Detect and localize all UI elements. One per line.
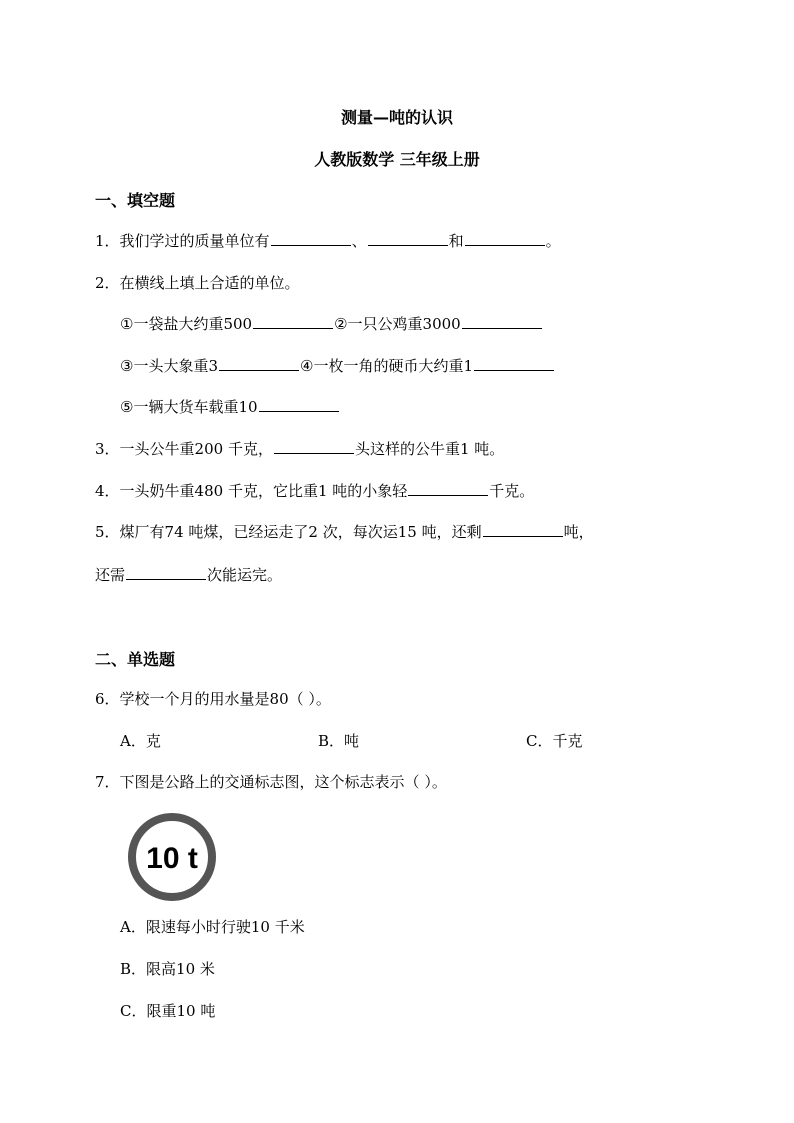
- separator: 和: [448, 232, 464, 250]
- question-number: 4．: [95, 482, 120, 500]
- question-3: [95, 439, 504, 459]
- question-2-row-3: [120, 397, 340, 417]
- item-mark: ①: [120, 315, 134, 333]
- answer-blank[interactable]: [274, 439, 354, 454]
- sign-text: 10 t: [146, 842, 198, 875]
- question-2-row-2: [120, 356, 555, 376]
- question-text: 还需: [95, 566, 126, 584]
- question-text: 一头公牛重200 千克，: [119, 440, 273, 458]
- item-text: 一辆大货车载重10: [133, 398, 258, 416]
- page-title: 测量—吨的认识: [340, 108, 453, 127]
- question-text: 头这样的公牛重1 吨。: [354, 440, 505, 458]
- answer-blank[interactable]: [219, 356, 299, 371]
- item-mark: ⑤: [120, 398, 134, 416]
- question-end: 。: [545, 232, 561, 250]
- question-number: 1．: [95, 232, 120, 250]
- question-text: 我们学过的质量单位有: [119, 232, 270, 250]
- question-1: [95, 231, 561, 251]
- question-text: 在横线上填上合适的单位。: [119, 274, 300, 292]
- option-b[interactable]: B．吨: [318, 732, 360, 750]
- answer-blank[interactable]: [368, 231, 448, 246]
- question-number: 6．: [95, 690, 120, 708]
- question-2: [95, 273, 300, 293]
- question-text: 下图是公路上的交通标志图，这个标志表示（ ）。: [119, 773, 447, 791]
- question-5-line-2: [95, 565, 282, 585]
- answer-blank[interactable]: [126, 565, 206, 580]
- option-a[interactable]: A．限速每小时行驶10 千米: [120, 918, 305, 936]
- separator: 、: [351, 232, 367, 250]
- answer-blank[interactable]: [271, 231, 351, 246]
- question-text: 煤厂有74 吨煤，已经运走了2 次，每次运15 吨，还剩: [119, 523, 482, 541]
- answer-blank[interactable]: [474, 356, 554, 371]
- question-number: 2．: [95, 274, 120, 292]
- question-5-line-1: [95, 522, 594, 542]
- answer-blank[interactable]: [253, 314, 333, 329]
- answer-blank[interactable]: [462, 314, 542, 329]
- question-text: 千克。: [489, 482, 535, 500]
- question-text: 次能运完。: [207, 566, 283, 584]
- section-heading-fill-blank: 一、填空题: [95, 191, 176, 210]
- item-text: 一枚一角的硬币大约重1: [313, 357, 473, 375]
- answer-blank[interactable]: [483, 522, 563, 537]
- question-text: 一头奶牛重480 千克，它比重1 吨的小象轻: [119, 482, 408, 500]
- answer-blank[interactable]: [408, 481, 488, 496]
- question-7: [95, 772, 447, 792]
- question-text: 学校一个月的用水量是80（ ）。: [119, 690, 331, 708]
- page-subtitle: 人教版数学 三年级上册: [314, 150, 480, 169]
- option-a[interactable]: A．克: [120, 732, 161, 750]
- question-2-row-1: [120, 314, 543, 334]
- item-text: 一头大象重3: [133, 357, 218, 375]
- item-mark: ③: [120, 357, 134, 375]
- question-text: 吨，: [563, 523, 594, 541]
- item-text: 一袋盐大约重500: [133, 315, 253, 333]
- answer-blank[interactable]: [259, 397, 339, 412]
- question-number: 5．: [95, 523, 120, 541]
- question-6: [95, 689, 331, 709]
- item-text: 一只公鸡重3000: [347, 315, 461, 333]
- option-c[interactable]: C．限重10 吨: [120, 1002, 216, 1020]
- item-mark: ②: [334, 315, 348, 333]
- weight-limit-sign: [127, 812, 217, 902]
- question-4: [95, 481, 534, 501]
- option-b[interactable]: B．限高10 米: [120, 960, 215, 978]
- option-c[interactable]: C．千克: [526, 732, 583, 750]
- item-mark: ④: [300, 357, 314, 375]
- question-number: 3．: [95, 440, 120, 458]
- answer-blank[interactable]: [465, 231, 545, 246]
- question-number: 7．: [95, 773, 120, 791]
- section-heading-single-choice: 二、单选题: [95, 650, 176, 669]
